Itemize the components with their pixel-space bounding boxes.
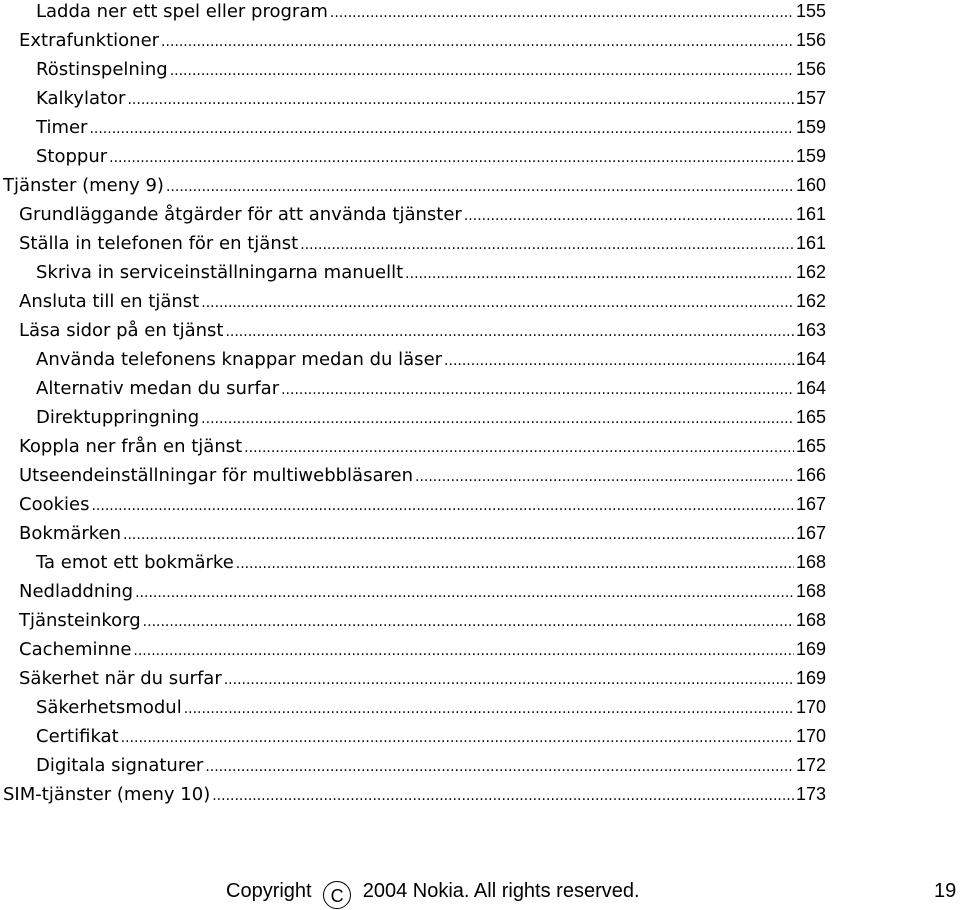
toc-entry-title: Kalkylator xyxy=(36,88,126,109)
toc-entry[interactable] xyxy=(0,171,826,200)
toc-entry-page: 159 xyxy=(795,117,826,137)
toc-entry-page: 156 xyxy=(795,30,826,50)
toc-entry[interactable] xyxy=(0,548,826,577)
toc-entry-page: 162 xyxy=(795,291,826,311)
toc-dot-leader xyxy=(281,376,794,405)
toc-dot-leader xyxy=(205,753,794,782)
toc-dot-leader xyxy=(224,666,794,695)
toc-entry-page: 159 xyxy=(795,146,826,166)
toc-entry[interactable] xyxy=(0,374,826,403)
toc-entry[interactable] xyxy=(0,722,826,751)
copyright-text: 2004 Nokia. All rights reserved. xyxy=(362,880,640,902)
toc-entry-page: 164 xyxy=(795,349,826,369)
toc-entry-page: 162 xyxy=(795,262,826,282)
toc-entry-page: 169 xyxy=(795,639,826,659)
toc-entry-title: Grundläggande åtgärder för att använda tjänster xyxy=(19,204,462,225)
toc-entry[interactable] xyxy=(0,780,826,809)
toc-entry[interactable] xyxy=(0,229,826,258)
toc-dot-leader xyxy=(184,695,794,724)
toc-entry-title: Koppla ner från en tjänst xyxy=(19,436,243,457)
toc-dot-leader xyxy=(300,231,794,260)
toc-dot-leader xyxy=(121,724,794,753)
toc-dot-leader xyxy=(109,144,794,173)
toc-entry-page: 163 xyxy=(795,320,826,340)
toc-entry-page: 166 xyxy=(795,465,826,485)
toc-entry-title: Använda telefonens knappar medan du läser xyxy=(36,349,443,370)
toc-dot-leader xyxy=(135,579,794,608)
toc-entry-title: Digitala signaturer xyxy=(36,755,204,776)
toc-entry-title: Säkerhet när du surfar xyxy=(19,668,222,689)
toc-dot-leader xyxy=(444,347,794,376)
toc-entry-page: 169 xyxy=(795,668,826,688)
toc-entry-page: 173 xyxy=(795,784,826,804)
toc-entry-title: Läsa sidor på en tjänst xyxy=(19,320,224,341)
toc-entry-title: Extrafunktioner xyxy=(19,30,160,51)
toc-entry[interactable] xyxy=(0,693,826,722)
toc-entry[interactable] xyxy=(0,432,826,461)
toc-dot-leader xyxy=(123,521,794,550)
toc-dot-leader xyxy=(170,57,794,86)
toc-entry-page: 161 xyxy=(795,233,826,253)
toc-entry[interactable] xyxy=(0,26,826,55)
toc-entry-title: Stoppur xyxy=(36,146,108,167)
toc-entry-title: Certifikat xyxy=(36,726,119,747)
toc-dot-leader xyxy=(133,637,794,666)
toc-dot-leader xyxy=(405,260,794,289)
toc-entry-title: Skriva in serviceinställningarna manuellt xyxy=(36,262,404,283)
toc-dot-leader xyxy=(415,463,794,492)
toc-entry[interactable] xyxy=(0,403,826,432)
toc-entry[interactable] xyxy=(0,345,826,374)
toc-entry-page: 172 xyxy=(795,755,826,775)
toc-entry[interactable] xyxy=(0,258,826,287)
toc-entry-title: Cacheminne xyxy=(19,639,132,660)
toc-entry-page: 165 xyxy=(795,407,826,427)
toc-dot-leader xyxy=(201,405,794,434)
toc-entry[interactable] xyxy=(0,635,826,664)
toc-entry-title: Direktuppringning xyxy=(36,407,200,428)
toc-entry-page: 164 xyxy=(795,378,826,398)
toc-entry[interactable] xyxy=(0,664,826,693)
copyright-prefix: Copyright xyxy=(226,880,312,902)
toc-entry-page: 155 xyxy=(795,1,826,21)
toc-entry-title: Röstinspelning xyxy=(36,59,168,80)
page-footer xyxy=(0,876,960,906)
toc-dot-leader xyxy=(330,0,794,28)
toc-dot-leader xyxy=(89,115,794,144)
toc-dot-leader xyxy=(127,86,793,115)
toc-dot-leader xyxy=(464,202,794,231)
toc-entry-page: 165 xyxy=(795,436,826,456)
toc-entry-page: 160 xyxy=(795,175,826,195)
toc-entry-page: 167 xyxy=(795,523,826,543)
toc-entry-page: 161 xyxy=(795,204,826,224)
toc-entry-title: Bokmärken xyxy=(19,523,122,544)
toc-dot-leader xyxy=(201,289,794,318)
toc-entry-title: Säkerhetsmodul xyxy=(36,697,182,718)
toc-entry[interactable] xyxy=(0,490,826,519)
copyright-symbol-icon: C xyxy=(323,881,351,909)
toc-entry-title: Tjänsteinkorg xyxy=(19,610,141,631)
toc-entry[interactable] xyxy=(0,55,826,84)
toc-entry-title: Utseendeinställningar för multiwebbläsaren xyxy=(19,465,413,486)
toc-entry-title: Timer xyxy=(36,117,88,138)
toc-entry-page: 157 xyxy=(795,88,826,108)
toc-entry-title: Alternativ medan du surfar xyxy=(36,378,280,399)
toc-entry[interactable] xyxy=(0,461,826,490)
toc-entry[interactable] xyxy=(0,142,826,171)
toc-entry-page: 168 xyxy=(795,581,826,601)
toc-entry-page: 170 xyxy=(795,697,826,717)
toc-entry-page: 168 xyxy=(795,610,826,630)
toc-entry[interactable] xyxy=(0,113,826,142)
toc-entry-page: 168 xyxy=(795,552,826,572)
toc-dot-leader xyxy=(225,318,794,347)
toc-entry[interactable] xyxy=(0,0,826,26)
toc-entry[interactable] xyxy=(0,200,826,229)
toc-entry[interactable] xyxy=(0,751,826,780)
toc-entry[interactable] xyxy=(0,287,826,316)
toc-entry[interactable] xyxy=(0,606,826,635)
toc-dot-leader xyxy=(212,782,794,811)
toc-entry-title: Cookies xyxy=(19,494,90,515)
toc-dot-leader xyxy=(244,434,794,463)
toc-entry-title: Ansluta till en tjänst xyxy=(19,291,200,312)
toc-entry[interactable] xyxy=(0,577,826,606)
toc-dot-leader xyxy=(166,173,794,202)
toc-entry-title: Nedladdning xyxy=(19,581,134,602)
toc-entry-page: 167 xyxy=(795,494,826,514)
toc-entry-title: Ta emot ett bokmärke xyxy=(36,552,234,573)
toc-entry[interactable] xyxy=(0,84,826,113)
toc-entry-title: SIM-tjänster (meny 10) xyxy=(3,784,211,805)
toc-dot-leader xyxy=(161,28,794,57)
copyright-notice xyxy=(226,876,640,909)
toc-entry-title: Ladda ner ett spel eller program xyxy=(36,1,328,22)
toc-dot-leader xyxy=(236,550,794,579)
toc-entry[interactable] xyxy=(0,316,826,345)
toc-entry[interactable] xyxy=(0,519,826,548)
toc-dot-leader xyxy=(91,492,793,521)
toc-entry-title: Tjänster (meny 9) xyxy=(3,175,164,196)
page-number: 19 xyxy=(934,880,957,902)
toc-dot-leader xyxy=(143,608,794,637)
toc-entry-page: 156 xyxy=(795,59,826,79)
toc-entry-title: Ställa in telefonen för en tjänst xyxy=(19,233,299,254)
toc-entry-page: 170 xyxy=(795,726,826,746)
